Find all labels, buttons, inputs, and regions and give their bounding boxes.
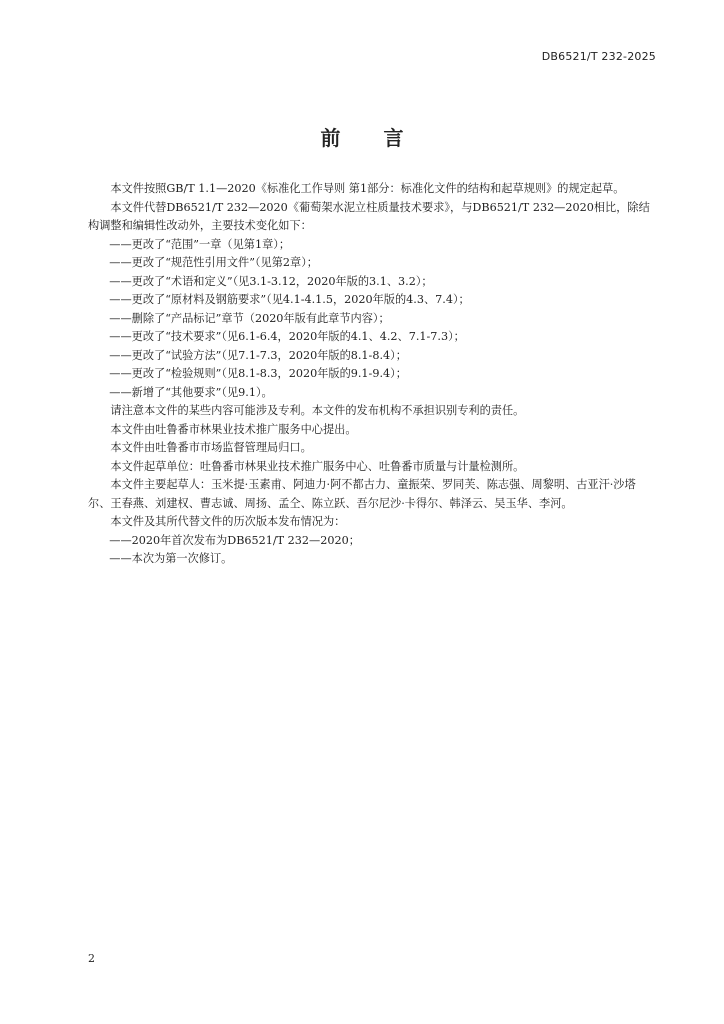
paragraph: 本文件起草单位：吐鲁番市林果业技术推广服务中心、吐鲁番市质量与计量检测所。 bbox=[110, 459, 525, 473]
list-item: ——更改了“术语和定义”（见3.1-3.12，2020年版的3.1、3.2）； bbox=[109, 274, 433, 288]
list-item: ——更改了“技术要求”（见6.1-6.4，2020年版的4.1、4.2、7.1-7.3）； bbox=[109, 330, 465, 343]
paragraph: 本文件及其所代替文件的历次版本发布情况为： bbox=[110, 515, 346, 528]
list-item: ——更改了“试验方法”（见7.1-7.3，2020年版的8.1-8.4）； bbox=[109, 348, 407, 362]
list-item: ——更改了“检验规则”（见8.1-8.3，2020年版的9.1-9.4）； bbox=[109, 367, 407, 380]
paragraph: 本文件主要起草人：玉米提·玉素甫、阿迪力·阿不都古力、童振荣、罗同芙、陈志强、周黎明、古亚汗·沙塔尔、王春燕、刘建权、曹志诚、周扬、孟仝、陈立跃、吾尔尼沙·卡得尔、韩泽云、吴玉华、李河。 bbox=[88, 478, 636, 510]
paragraph: 本文件按照GB/T 1.1—2020《标准化工作导则 第1部分：标准化文件的结构和起草规则》的规定起草。 bbox=[110, 182, 625, 195]
document-code: DB6521/T 232-2025 bbox=[541, 50, 656, 63]
paragraph: 请注意本文件的某些内容可能涉及专利。本文件的发布机构不承担识别专利的责任。 bbox=[110, 404, 525, 417]
paragraph: 本文件由吐鲁番市林果业技术推广服务中心提出。 bbox=[110, 422, 357, 436]
page-number: 2 bbox=[88, 952, 95, 965]
paragraph: 本文件代替DB6521/T 232—2020《葡萄架水泥立柱质量技术要求》，与DB6521/T 232—2020相比，除结构调整和编辑性改动外，主要技术变化如下： bbox=[88, 200, 650, 232]
paragraph: 本文件由吐鲁番市市场监督管理局归口。 bbox=[110, 441, 312, 454]
list-item: ——更改了“规范性引用文件”（见第2章）； bbox=[109, 256, 318, 269]
list-item: ——新增了“其他要求”（见9.1）。 bbox=[109, 385, 273, 399]
list-item: ——2020年首次发布为DB6521/T 232—2020； bbox=[109, 533, 360, 547]
list-item: ——本次为第一次修订。 bbox=[109, 552, 233, 565]
foreword-body bbox=[88, 180, 658, 569]
list-item: ——删除了“产品标记”章节（2020年版有此章节内容）； bbox=[109, 311, 390, 325]
list-item: ——更改了“范围”一章（见第1章）； bbox=[109, 237, 291, 251]
list-item: ——更改了“原材料及钢筋要求”（见4.1-4.1.5，2020年版的4.3、7.4）； bbox=[109, 293, 470, 306]
page-title: 前 言 bbox=[320, 126, 404, 150]
